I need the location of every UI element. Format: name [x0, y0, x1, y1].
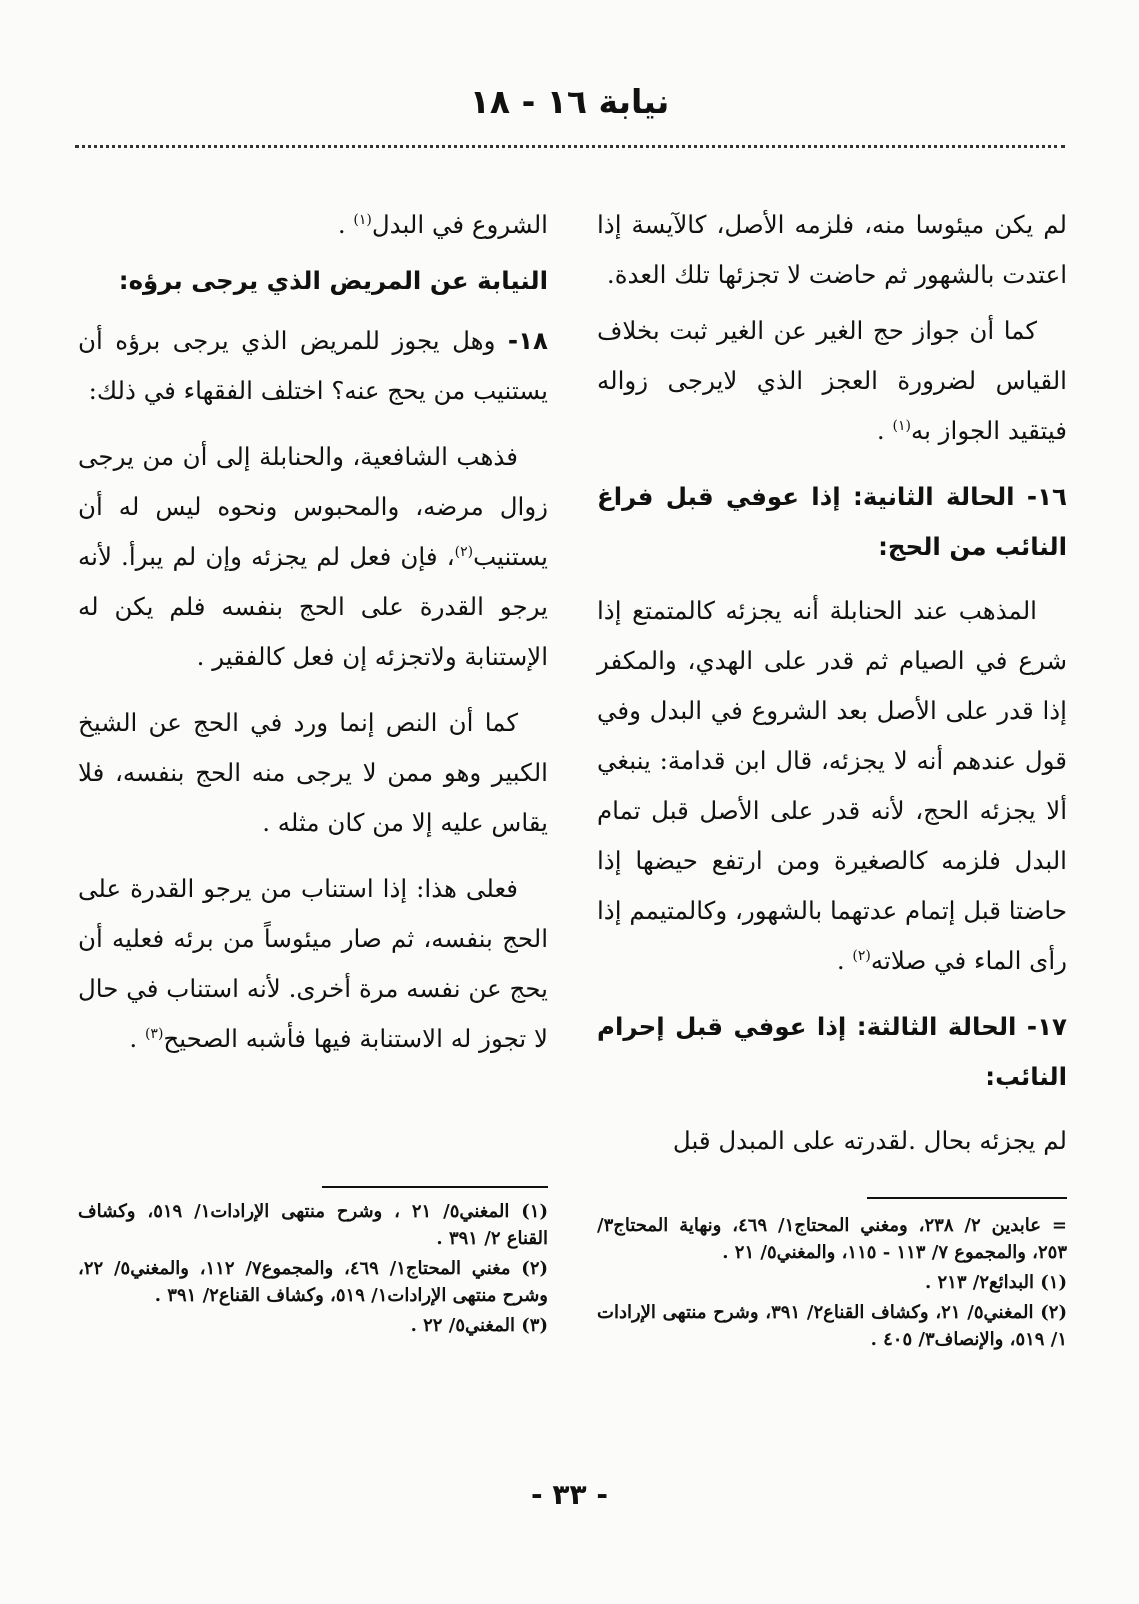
footnote-ref: (١)	[892, 417, 911, 434]
footnote: (٣) المغني٥/ ٢٢ .	[410, 1315, 548, 1336]
footnote: = عابدين ٢/ ٢٣٨، ومغني المحتاج١/ ٤٦٩، ونهاية المحتاج٣/ ٢٥٣، والمجموع ٧/ ١١٣ - ١١٥، والمغني٥/ ٢١ .	[597, 1215, 1068, 1263]
paragraph-text: فعلى هذا: إذا استناب من يرجو القدرة على الحج بنفسه، ثم صار ميئوساً من برئه فعليه أن يحج عن نفسه مرة أخرى. لأنه استناب في حال لا تجوز له الاستنابة فيها فأشبه الصحيح	[78, 874, 548, 1053]
paragraph: لم يكن ميئوسا منه، فلزمه الأصل، كالآيسة إذا اعتدت بالشهور ثم حاضت لا تجزئها تلك العدة.	[597, 210, 1067, 289]
paragraph: لم يجزئه بحال .لقدرته على المبدل قبل	[672, 1126, 1067, 1155]
paragraph: كما أن النص إنما ورد في الحج عن الشيخ الكبير وهو ممن لا يرجى منه الحج بنفسه، فلا يقاس عليه إلا من كان مثله .	[78, 708, 548, 837]
paragraph-text: فذهب الشافعية، والحنابلة إلى أن من يرجى زوال مرضه، والمحبوس ونحوه ليس له أن يستنيب	[78, 442, 548, 571]
paragraph-end: .	[129, 1024, 145, 1053]
footnotes-right	[597, 1212, 1067, 1356]
section-16-heading	[597, 472, 1067, 572]
footnote-separator	[867, 1197, 1067, 1199]
paragraph	[597, 586, 1067, 986]
footnote: (١) البدائع٢/ ٢١٣ .	[924, 1272, 1067, 1293]
left-column	[78, 200, 548, 1080]
footnote-ref: (٣)	[144, 1025, 164, 1042]
paragraph-text: المذهب عند الحنابلة أنه يجزئه كالمتمتع إذا شرع في الصيام ثم قدر على الهدي، والمكفر إذا قدر على الأصل بعد الشروع في البدل وفي قول عندهم أنه لا يجزئه، قال ابن قدامة: ينبغي ألا يجزئه الحج، لأنه قدر على الأصل قبل تمام البدل فلزمه كالصغيرة ومن ارتفع حيضها إذا حاضتا قبل إتمام عدتهما بالشهور، وكالمتيمم إذا رأى الماء في صلاته	[597, 596, 1067, 975]
header-dotted-rule	[75, 145, 1065, 148]
section-title: الحالة الثانية: إذا عوفي قبل فراغ النائب من الحج:	[597, 482, 1067, 561]
section-number: ١٦-	[1026, 482, 1067, 511]
paragraph-end: .	[836, 946, 853, 975]
running-header: نيابة ١٦ - ١٨	[469, 82, 670, 121]
footnote-separator	[322, 1186, 548, 1188]
paragraph	[597, 306, 1067, 456]
paragraph	[78, 864, 548, 1064]
right-column	[597, 200, 1067, 1182]
paragraph-text: ، فإن فعل لم يجزئه وإن لم يبرأ. لأنه يرجو القدرة على الحج بنفسه فلم يكن له الإستنابة ولاتجزئه إن فعل كالفقير .	[78, 542, 548, 671]
section-title: الحالة الثالثة: إذا عوفي قبل إحرام النائب:	[597, 1012, 1067, 1091]
section-18-paragraph	[78, 316, 548, 416]
footnotes-left	[78, 1198, 548, 1342]
paragraph-end: .	[337, 210, 354, 239]
section-17-heading	[597, 1002, 1067, 1102]
paragraph	[78, 200, 548, 250]
page-number: - ٣٣ -	[531, 1478, 608, 1511]
paragraph	[78, 432, 548, 682]
footnote-ref: (٢)	[852, 947, 871, 964]
footnote: (٢) مغني المحتاج١/ ٤٦٩، والمجموع٧/ ١١٢، والمغني٥/ ٢٢، وشرح منتهى الإرادات١/ ٥١٩، وكشاف القناع٢/ ٣٩١ .	[78, 1258, 549, 1306]
section-number: ١٧-	[1026, 1012, 1067, 1041]
footnote-ref: (٢)	[454, 543, 474, 560]
section-number: ١٨-	[507, 326, 548, 355]
paragraph-end: .	[876, 416, 893, 445]
paragraph-text: كما أن جواز حج الغير عن الغير ثبت بخلاف القياس لضرورة العجز الذي لايرجى زواله فيتقيد الجواز به	[597, 316, 1067, 445]
paragraph-text: الشروع في البدل	[371, 210, 548, 239]
paragraph-text: وهل يجوز للمريض الذي يرجى برؤه أن يستنيب من يحج عنه؟ اختلف الفقهاء في ذلك:	[78, 326, 548, 405]
subheading: النيابة عن المريض الذي يرجى برؤه:	[118, 266, 548, 295]
footnote: (١) المغني٥/ ٢١ ، وشرح منتهى الإرادات١/ ٥١٩، وكشاف القناع ٢/ ٣٩١ .	[78, 1201, 548, 1249]
footnote-ref: (١)	[353, 211, 372, 228]
footnote: (٢) المغني٥/ ٢١، وكشاف القناع٢/ ٣٩١، وشرح منتهى الإرادات ١/ ٥١٩، والإنصاف٣/ ٤٠٥ .	[597, 1302, 1067, 1350]
